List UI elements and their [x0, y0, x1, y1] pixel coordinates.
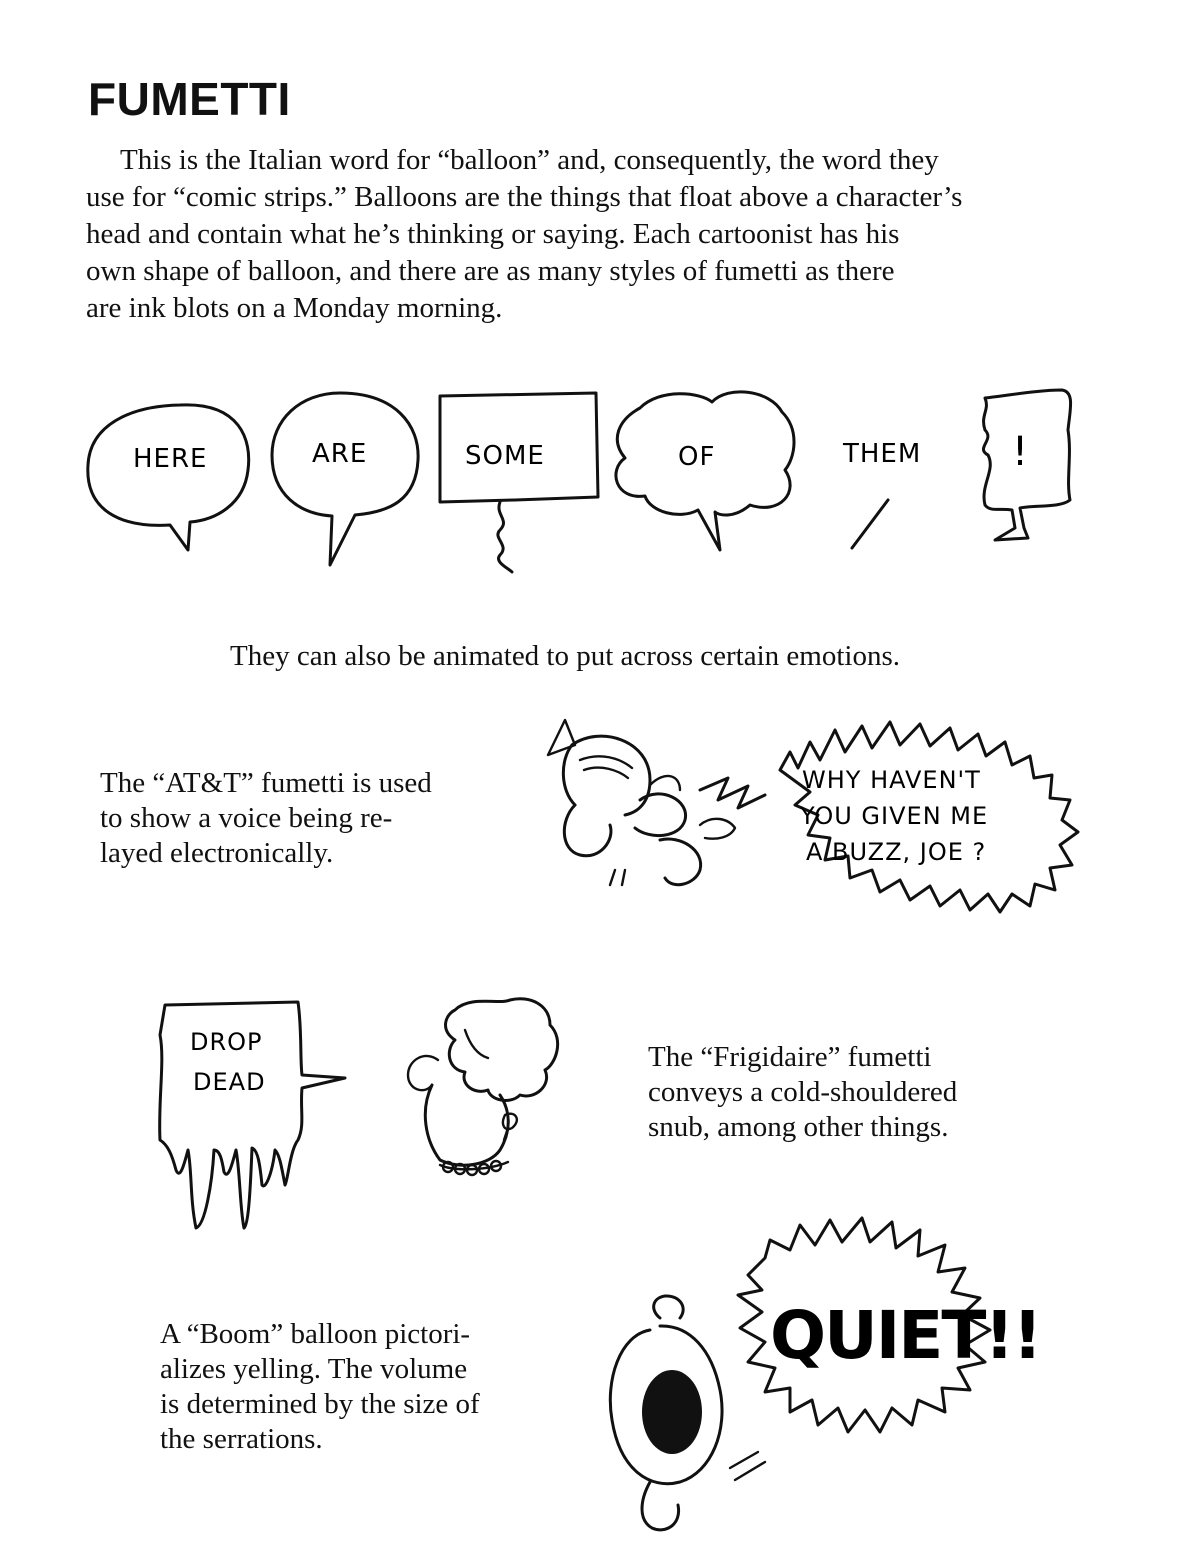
open-mouth — [642, 1370, 702, 1454]
caption-line: snub, among other things. — [648, 1111, 949, 1143]
boom-illustration — [590, 1210, 1041, 1540]
phone-character-drawing — [548, 720, 735, 885]
caption-line: is determined by the size of — [160, 1388, 480, 1420]
boom-caption — [160, 1317, 480, 1457]
frigidaire-illustration — [150, 990, 590, 1240]
intro-paragraph — [86, 142, 1096, 327]
frigidaire-caption — [648, 1040, 957, 1145]
emotions-line: They can also be animated to put across certain emotions. — [229, 640, 900, 672]
caption-line: to show a voice being re- — [100, 802, 393, 834]
balloon-text-of: OF — [678, 442, 716, 472]
frigidaire-balloon-line: DEAD — [193, 1068, 266, 1096]
balloon-text-here: HERE — [133, 444, 208, 474]
boom-balloon-text: QUIET!! — [770, 1297, 1041, 1374]
intro-line: own shape of balloon, and there are as many styles of fumetti as there — [86, 255, 895, 287]
cloud-balloon — [616, 392, 794, 550]
intro-line: head and contain what he’s thinking or saying. Each cartoonist has his — [86, 218, 900, 250]
att-balloon-line: A BUZZ, JOE ? — [806, 838, 987, 866]
intro-line: are ink blots on a Monday morning. — [86, 292, 503, 324]
yelling-character-drawing — [610, 1296, 765, 1530]
att-illustration — [530, 705, 1090, 925]
intro-line: This is the Italian word for “balloon” and, consequently, the word they — [120, 144, 939, 176]
rectangle-balloon — [440, 393, 598, 572]
att-balloon-line: YOU GIVEN ME — [800, 802, 989, 830]
borderless-balloon — [842, 439, 921, 548]
balloon-text-exclamation: ! — [1012, 429, 1029, 475]
snubbing-woman-drawing — [408, 999, 558, 1175]
balloon-text-them: THEM — [843, 439, 922, 469]
caption-line: the serrations. — [160, 1423, 323, 1455]
lightning-tail — [700, 778, 765, 808]
balloon-text-are: ARE — [312, 439, 368, 469]
balloon-styles-row — [0, 380, 1200, 580]
caption-line: A “Boom” balloon pictori- — [160, 1318, 471, 1350]
balloon-text-some: SOME — [465, 441, 545, 471]
att-caption — [100, 766, 432, 871]
caption-line: The “AT&T” fumetti is used — [100, 767, 432, 799]
caption-line: layed electronically. — [100, 837, 334, 869]
intro-line: use for “comic strips.” Balloons are the things that float above a character’s — [86, 181, 963, 213]
att-balloon-line: WHY HAVEN'T — [802, 766, 981, 794]
oval-balloon — [272, 393, 418, 565]
round-balloon — [88, 405, 249, 550]
caption-line: alizes yelling. The volume — [160, 1353, 468, 1385]
caption-line: conveys a cold-shouldered — [648, 1076, 958, 1108]
wobbly-balloon — [983, 390, 1070, 540]
caption-line: The “Frigidaire” fumetti — [648, 1041, 932, 1073]
page-title: FUMETTI — [88, 73, 291, 125]
frigidaire-balloon-line: DROP — [190, 1028, 263, 1056]
